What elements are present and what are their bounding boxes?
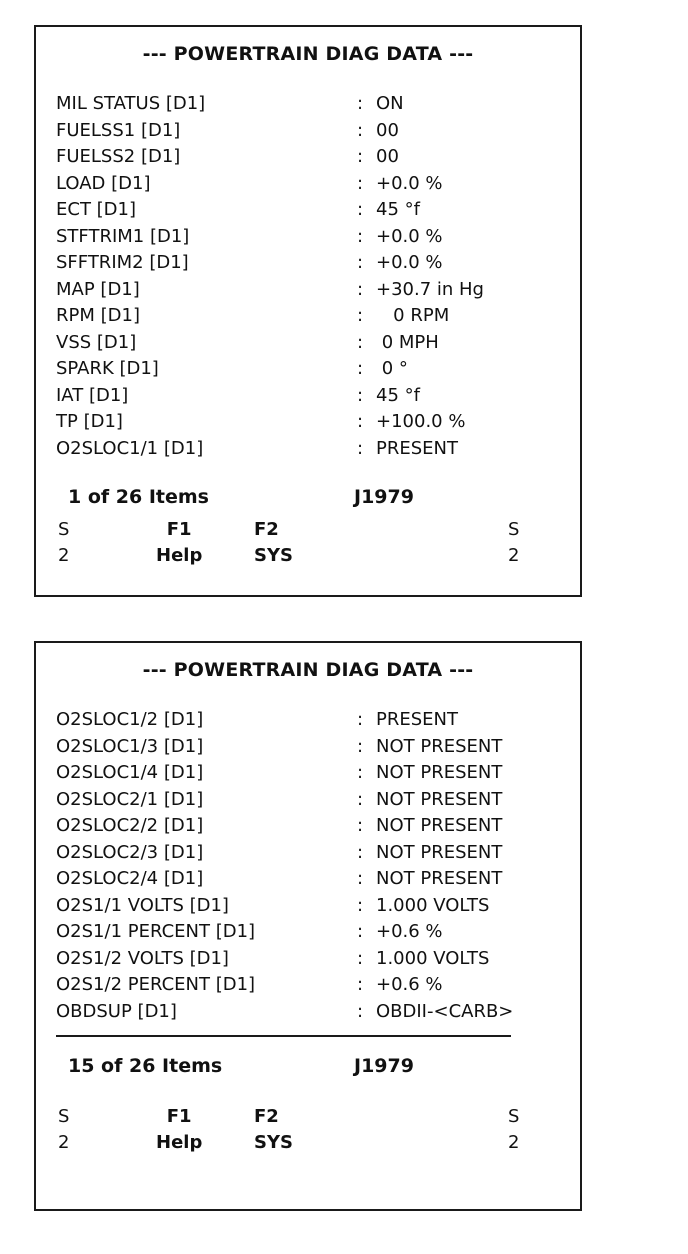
parameter-label: O2SLOC2/3 [D1] xyxy=(56,841,204,863)
data-row[interactable] xyxy=(56,707,566,734)
data-row[interactable] xyxy=(56,171,566,198)
parameter-label: O2S1/2 PERCENT [D1] xyxy=(56,974,256,995)
parameter-value: 1.000 VOLTS xyxy=(376,894,490,916)
data-row[interactable] xyxy=(56,813,566,840)
data-row[interactable] xyxy=(56,330,566,357)
parameter-label: STFTRIM1 [D1] xyxy=(56,225,190,247)
parameter-label: O2SLOC1/3 [D1] xyxy=(56,735,204,757)
separator-colon: : xyxy=(357,278,364,300)
data-row[interactable] xyxy=(56,383,566,410)
data-list xyxy=(56,91,566,462)
data-row[interactable] xyxy=(56,840,566,867)
parameter-value: +0.0 % xyxy=(376,252,443,273)
parameter-label: O2S1/1 PERCENT [D1] xyxy=(56,921,256,942)
parameter-value: 0 ° xyxy=(376,358,408,379)
f2-sys-key[interactable]: F2 SYS xyxy=(254,1106,293,1153)
separator-colon: : xyxy=(357,93,364,114)
protocol-label: J1979 xyxy=(354,486,414,508)
parameter-label: O2SLOC1/1 [D1] xyxy=(56,437,204,459)
parameter-value: 45 °f xyxy=(376,199,420,220)
data-row[interactable] xyxy=(56,197,566,224)
data-row[interactable] xyxy=(56,893,566,920)
parameter-value: 45 °f xyxy=(376,384,420,406)
separator-colon: : xyxy=(357,815,364,836)
data-row[interactable] xyxy=(56,250,566,277)
parameter-value: +0.0 % xyxy=(376,225,443,247)
data-row[interactable] xyxy=(56,91,566,118)
separator-colon: : xyxy=(357,788,364,810)
data-row[interactable] xyxy=(56,787,566,814)
separator-colon: : xyxy=(357,947,364,969)
parameter-value: NOT PRESENT xyxy=(376,762,503,783)
separator-colon: : xyxy=(357,119,364,141)
separator-colon: : xyxy=(357,358,364,379)
separator-colon: : xyxy=(357,437,364,459)
data-row[interactable] xyxy=(56,919,566,946)
data-row[interactable] xyxy=(56,760,566,787)
s2-right-softkey[interactable]: S 2 xyxy=(508,1106,520,1153)
parameter-value: NOT PRESENT xyxy=(376,868,503,889)
parameter-label: OBDSUP [D1] xyxy=(56,1000,177,1022)
parameter-value: NOT PRESENT xyxy=(376,788,503,810)
separator-colon: : xyxy=(357,921,364,942)
parameter-label: O2SLOC2/2 [D1] xyxy=(56,815,204,836)
data-list xyxy=(56,707,566,1025)
item-count: 15 of 26 Items xyxy=(68,1055,223,1077)
parameter-value: ON xyxy=(376,93,404,114)
protocol-label: J1979 xyxy=(354,1055,414,1077)
s2-left-softkey[interactable]: S 2 xyxy=(58,1106,70,1153)
s2-left-softkey[interactable]: S 2 xyxy=(58,519,70,566)
data-row[interactable] xyxy=(56,946,566,973)
divider-line xyxy=(56,1035,511,1037)
separator-colon: : xyxy=(357,841,364,863)
separator-colon: : xyxy=(357,894,364,916)
parameter-value: +30.7 in Hg xyxy=(376,278,484,300)
parameter-label: RPM [D1] xyxy=(56,305,140,326)
data-row[interactable] xyxy=(56,118,566,145)
parameter-value: 00 xyxy=(376,146,399,167)
data-row[interactable] xyxy=(56,734,566,761)
separator-colon: : xyxy=(357,1000,364,1022)
parameter-label: O2S1/1 VOLTS [D1] xyxy=(56,894,229,916)
parameter-label: O2S1/2 VOLTS [D1] xyxy=(56,947,229,969)
parameter-value: +0.6 % xyxy=(376,974,443,995)
separator-colon: : xyxy=(357,384,364,406)
parameter-value: 0 MPH xyxy=(376,331,439,353)
screen-title: --- POWERTRAIN DIAG DATA --- xyxy=(142,43,474,65)
s2-right-softkey[interactable]: S 2 xyxy=(508,519,520,566)
data-row[interactable] xyxy=(56,144,566,171)
parameter-label: LOAD [D1] xyxy=(56,172,151,194)
parameter-value: +100.0 % xyxy=(376,411,466,432)
parameter-label: ECT [D1] xyxy=(56,199,137,220)
data-row[interactable] xyxy=(56,224,566,251)
parameter-value: +0.6 % xyxy=(376,921,443,942)
data-row[interactable] xyxy=(56,277,566,304)
parameter-value: NOT PRESENT xyxy=(376,841,503,863)
diag-screen-2 xyxy=(34,641,582,1211)
parameter-label: FUELSS1 [D1] xyxy=(56,119,181,141)
item-count: 1 of 26 Items xyxy=(68,486,209,508)
f2-sys-key[interactable]: F2 SYS xyxy=(254,519,293,566)
parameter-value: PRESENT xyxy=(376,437,458,459)
data-row[interactable] xyxy=(56,866,566,893)
data-row[interactable] xyxy=(56,436,566,463)
parameter-label: MAP [D1] xyxy=(56,278,140,300)
parameter-label: MIL STATUS [D1] xyxy=(56,93,206,114)
parameter-value: 00 xyxy=(376,119,399,141)
parameter-label: O2SLOC2/4 [D1] xyxy=(56,868,204,889)
separator-colon: : xyxy=(357,199,364,220)
parameter-label: FUELSS2 [D1] xyxy=(56,146,181,167)
parameter-label: O2SLOC1/2 [D1] xyxy=(56,709,204,730)
separator-colon: : xyxy=(357,146,364,167)
separator-colon: : xyxy=(357,252,364,273)
separator-colon: : xyxy=(357,331,364,353)
diag-screen-1 xyxy=(34,25,582,597)
parameter-label: O2SLOC2/1 [D1] xyxy=(56,788,204,810)
parameter-value: PRESENT xyxy=(376,709,458,730)
parameter-label: VSS [D1] xyxy=(56,331,137,353)
separator-colon: : xyxy=(357,305,364,326)
parameter-label: TP [D1] xyxy=(56,411,123,432)
separator-colon: : xyxy=(357,868,364,889)
f1-help-key[interactable]: F1 Help xyxy=(156,1106,203,1153)
parameter-label: SFFTRIM2 [D1] xyxy=(56,252,189,273)
parameter-value: 0 RPM xyxy=(376,305,450,326)
f1-help-key[interactable]: F1 Help xyxy=(156,519,203,566)
parameter-value: 1.000 VOLTS xyxy=(376,947,490,969)
data-row[interactable] xyxy=(56,303,566,330)
parameter-label: SPARK [D1] xyxy=(56,358,159,379)
data-row[interactable] xyxy=(56,972,566,999)
screen-title: --- POWERTRAIN DIAG DATA --- xyxy=(142,659,474,681)
data-row[interactable] xyxy=(56,409,566,436)
parameter-value: OBDII-<CARB> xyxy=(376,1000,514,1022)
data-row[interactable] xyxy=(56,356,566,383)
data-row[interactable] xyxy=(56,999,566,1026)
separator-colon: : xyxy=(357,411,364,432)
separator-colon: : xyxy=(357,709,364,730)
parameter-value: NOT PRESENT xyxy=(376,815,503,836)
separator-colon: : xyxy=(357,735,364,757)
separator-colon: : xyxy=(357,974,364,995)
parameter-value: +0.0 % xyxy=(376,172,443,194)
parameter-label: IAT [D1] xyxy=(56,384,129,406)
separator-colon: : xyxy=(357,172,364,194)
parameter-label: O2SLOC1/4 [D1] xyxy=(56,762,204,783)
parameter-value: NOT PRESENT xyxy=(376,735,503,757)
separator-colon: : xyxy=(357,225,364,247)
separator-colon: : xyxy=(357,762,364,783)
